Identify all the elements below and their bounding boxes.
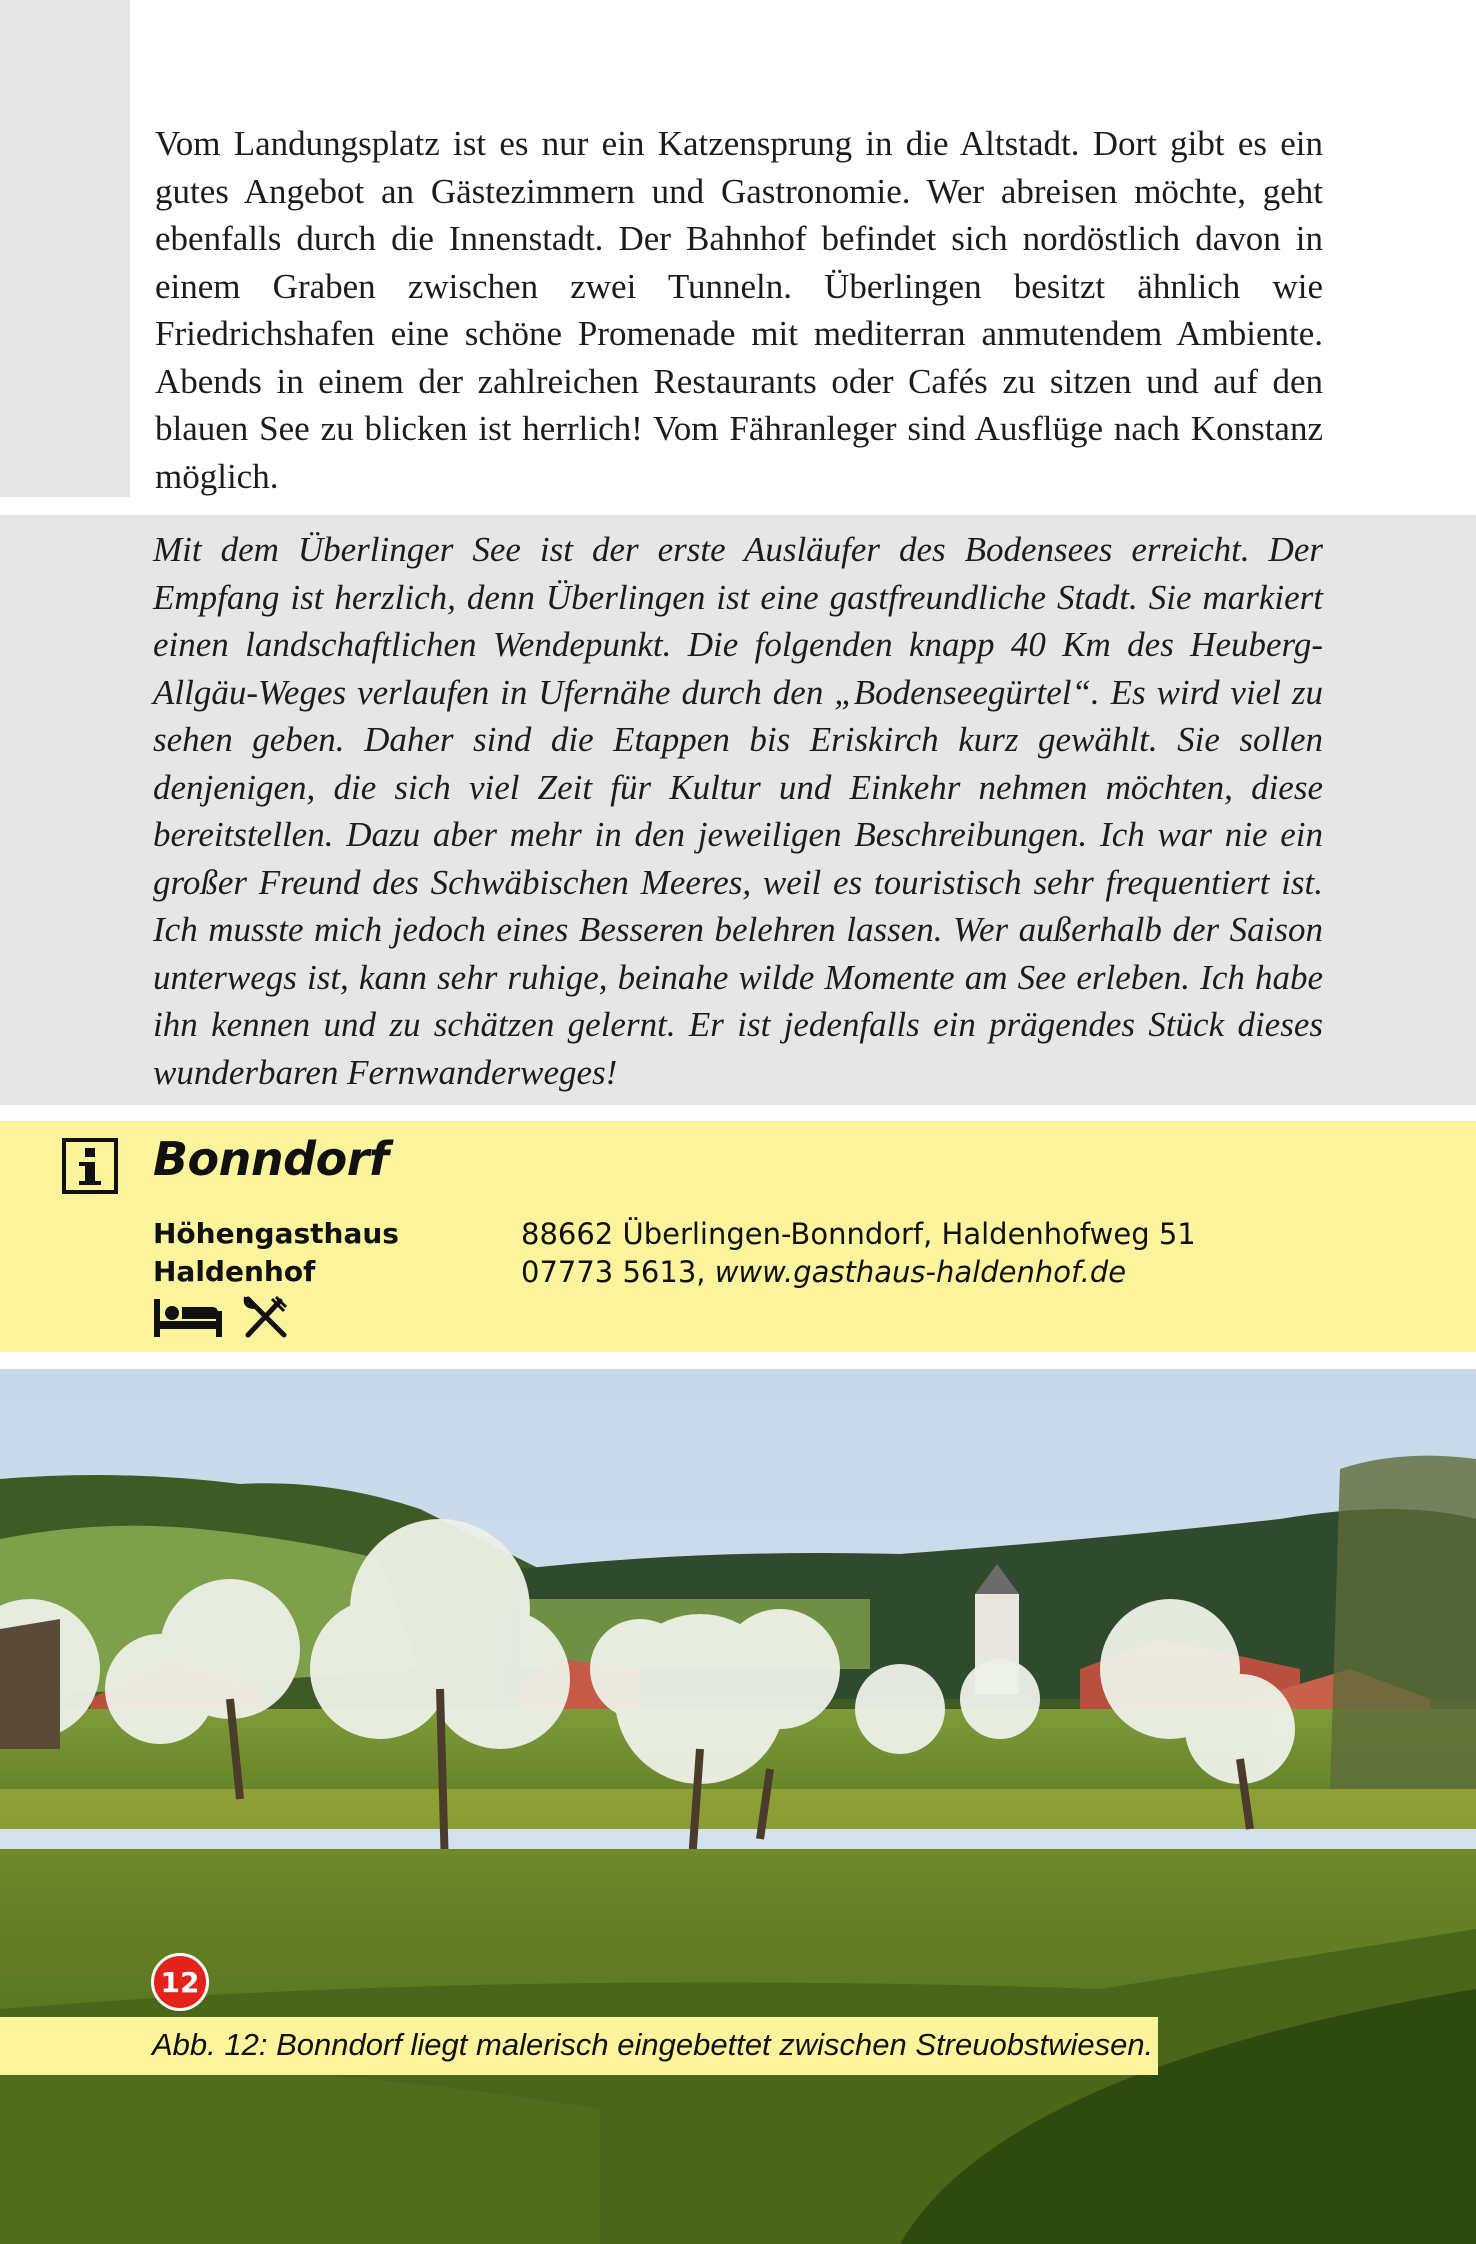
venue-website-link[interactable]: www.gasthaus-haldenhof.de [714, 1255, 1127, 1289]
bed-icon [152, 1295, 224, 1339]
venue-name-line1: Höhengasthaus [153, 1217, 399, 1250]
margin-bar [0, 0, 130, 497]
venue-contact [521, 1215, 1196, 1291]
body-paragraph: Vom Landungsplatz ist es nur ein Katzensprung in die Altstadt. Dort gibt es ein gutes Angebot an Gästezimmern und Gastronomie. Wer abreisen möchte, geht ebenfalls durch die Innenstadt. Der Bahnhof befindet sich nordöstlich davon in einem Graben zwischen zwei Tunneln. Überlingen besitzt ähnlich wie Friedrichshafen eine schöne Promenade mit mediterran anmutendem Ambiente. Abends in einem der zahlreichen Restaurants oder Cafés zu sitzen und auf den blauen See zu blicken ist herrlich! Vom Fähranleger sind Ausflüge nach Konstanz möglich. [155, 124, 1323, 496]
cutlery-icon [242, 1293, 290, 1341]
venue-address: 88662 Überlingen-Bonndorf, Haldenhofweg 51 [521, 1217, 1196, 1251]
author-note: Mit dem Überlinger See ist der erste Ausläufer des Bodensees erreicht. Der Empfang ist herzlich, denn Überlingen ist eine gastfreundliche Stadt. Sie markiert einen landschaftlichen Wendepunkt. Die folgenden knapp 40 Km des Heuberg-Allgäu-Weges verlaufen in Ufernähe durch den „Bodenseegürtel“. Es wird viel zu sehen geben. Daher sind die Etappen bis Eriskirch kurz gewählt. Sie sollen denjenigen, die sich viel Zeit für Kultur und Einkehr nehmen möchten, diese bereitstellen. Dazu aber mehr in den jeweiligen Beschreibungen. Ich war nie ein großer Freund des Schwäbischen Meeres, weil es touristisch sehr frequentiert ist. Ich musste mich jedoch eines Besseren belehren lassen. Wer außerhalb der Saison unterwegs ist, kann sehr ruhige, beinahe wilde Momente am See erleben. Ich habe ihn kennen und zu schätzen gelernt. Er ist jedenfalls ein prägendes Stück dieses wunderbaren Fernwanderweges! [153, 530, 1323, 1092]
info-icon [62, 1138, 118, 1194]
venue-name-line2: Haldenhof [153, 1255, 316, 1288]
venue-phone: 07773 5613, [521, 1255, 706, 1289]
landscape-photo [0, 1369, 1476, 2244]
figure-caption: Abb. 12: Bonndorf liegt malerisch eingebettet zwischen Streuobstwiesen. [152, 2027, 1154, 2062]
amenity-icons [152, 1291, 290, 1343]
info-title: Bonndorf [153, 1132, 389, 1186]
figure-number-badge: 12 [151, 1953, 209, 2011]
venue-phone-line [521, 1253, 1196, 1291]
venue-name [153, 1215, 399, 1291]
